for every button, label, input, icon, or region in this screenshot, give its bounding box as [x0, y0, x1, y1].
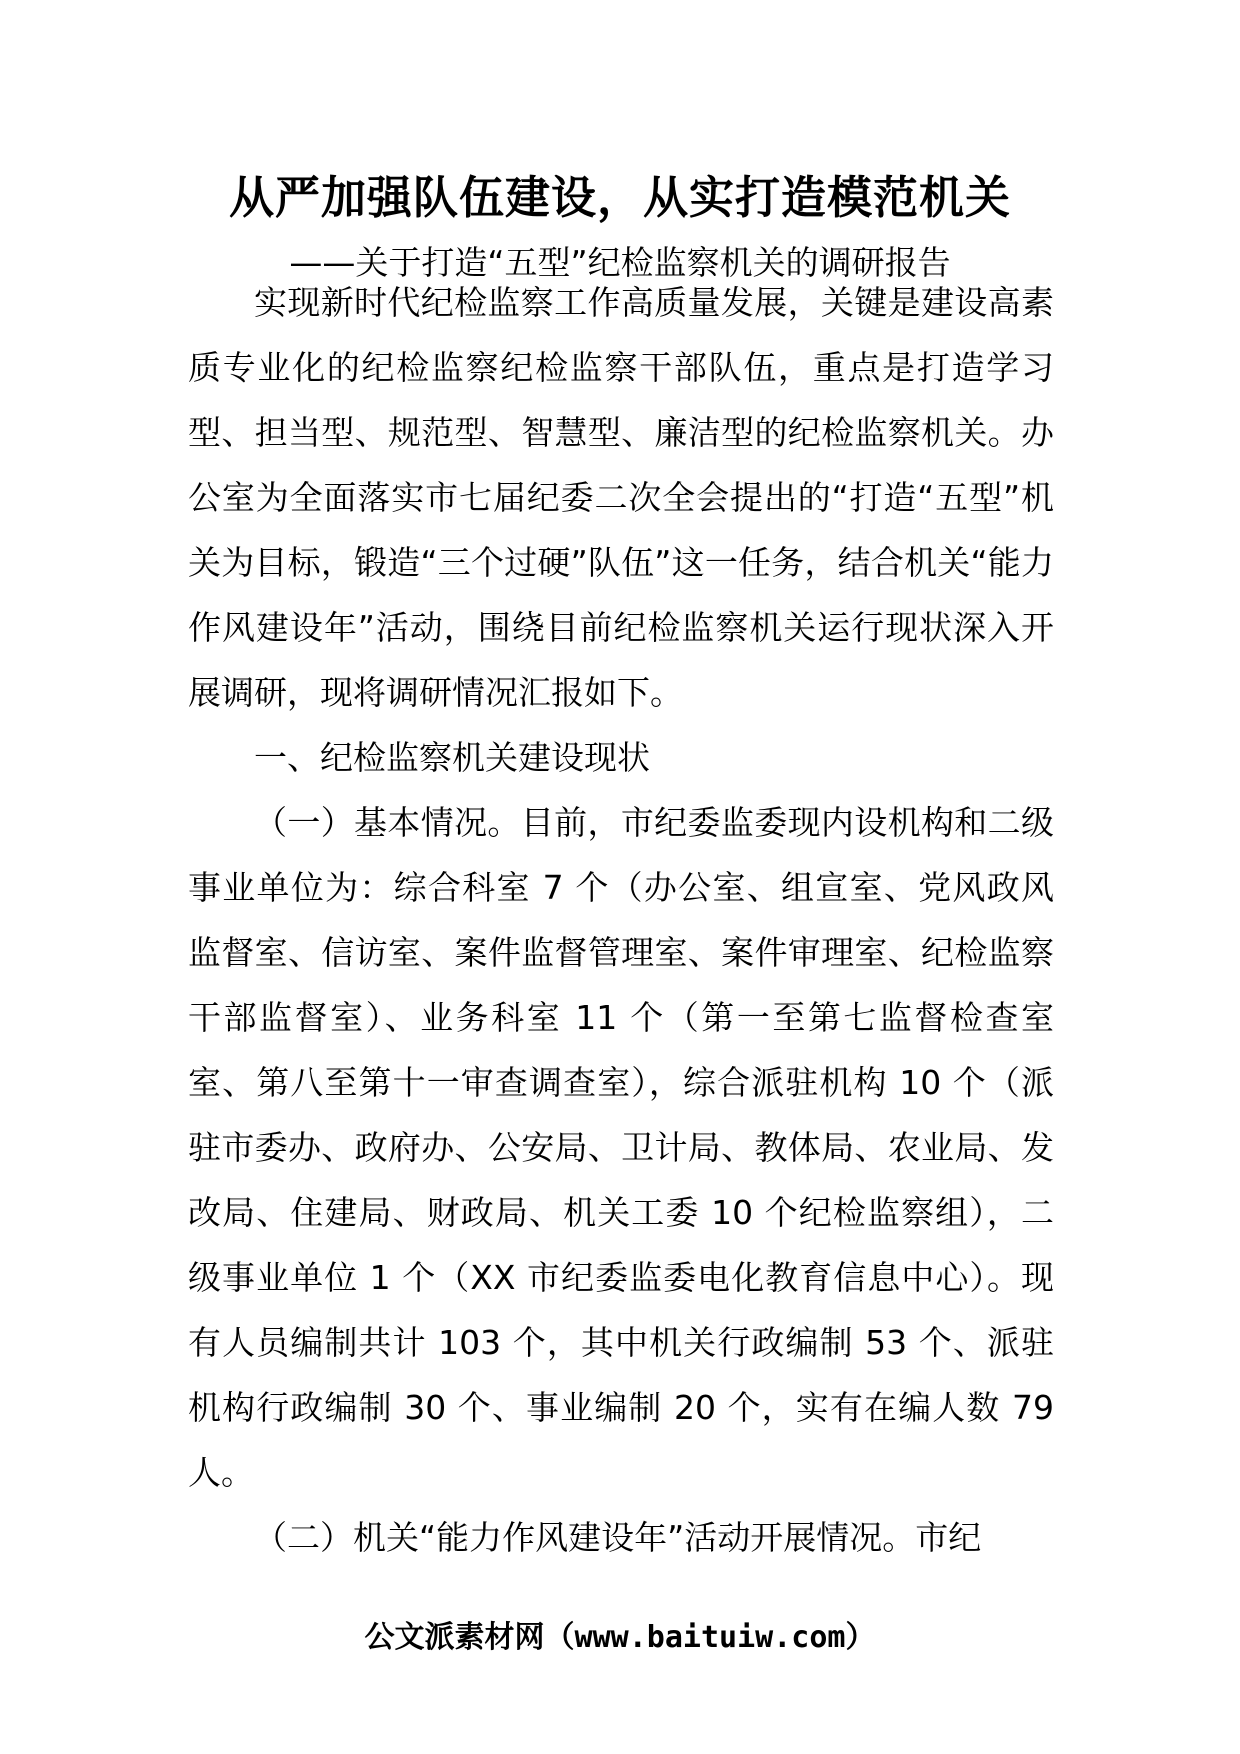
- footer-site-name: 公文派素材网: [364, 1620, 545, 1655]
- activity-paragraph: （二）机关“能力作风建设年”活动开展情况。市纪: [254, 1518, 982, 1557]
- document-body: [188, 270, 1054, 1570]
- footer-site-url: （www.baituiw.com）: [544, 1620, 876, 1655]
- basic-situation-paragraph: （一）基本情况。目前，市纪委监委现内设机构和二级事业单位为：综合科室 7 个（办公室、组宣室、党风政风监督室、信访室、案件监督管理室、案件审理室、纪检监察干部监督室）、业务科室 11 个（第一至第七监督检查室室、第八至第十一审查调查室），综合派驻机构 10 个（派驻市委办、政府办、公安局、卫计局、教体局、农业局、发改局、住建局、财政局、机关工委 10 个纪检监察组），二级事业单位 1 个（XX 市纪委监委电化教育信息中心）。现有人员编制共计 103 个，其中机关行政编制 53 个、派驻机构行政编制 30 个、事业编制 20 个，实有在编人数 79 人。: [188, 803, 1054, 1492]
- document-title: 从严加强队伍建设，从实打造模范机关: [228, 171, 1011, 224]
- document-subtitle: ——关于打造“五型”纪检监察机关的调研报告: [289, 243, 951, 282]
- footer-watermark: [0, 1613, 1240, 1663]
- intro-paragraph: 实现新时代纪检监察工作高质量发展，关键是建设高素质专业化的纪检监察纪检监察干部队伍，重点是打造学习型、担当型、规范型、智慧型、廉洁型的纪检监察机关。办公室为全面落实市七届纪委二次全会提出的“打造“五型”机关为目标，锻造“三个过硬”队伍”这一任务，结合机关“能力作风建设年”活动，围绕目前纪检监察机关运行现状深入开展调研，现将调研情况汇报如下。: [188, 283, 1054, 712]
- section-heading: 一、纪检监察机关建设现状: [254, 738, 650, 777]
